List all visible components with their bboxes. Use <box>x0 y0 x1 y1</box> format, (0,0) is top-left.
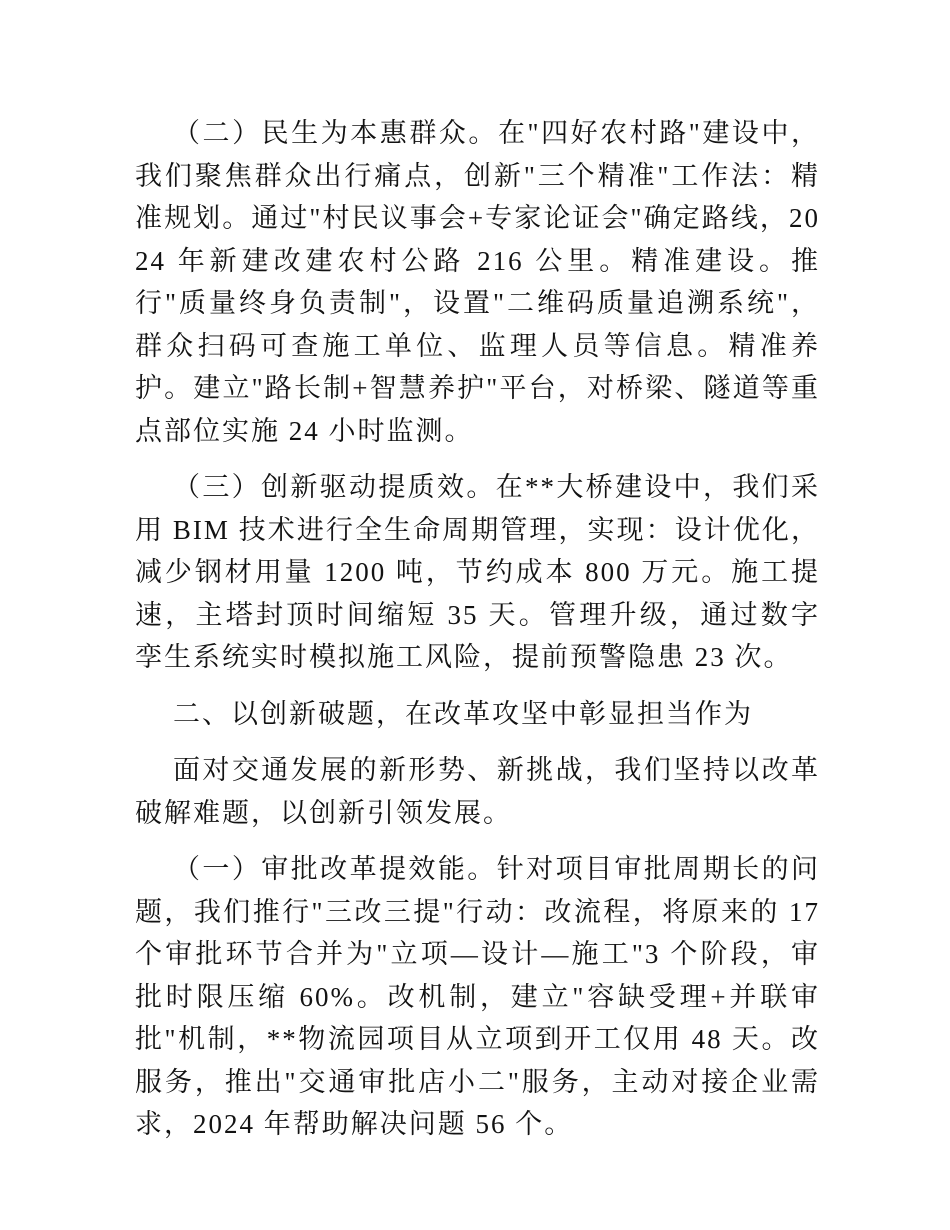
paragraph-minsheng-weiben: （二）民生为本惠群众。在"四好农村路"建设中，我们聚焦群众出行痛点，创新"三个精准"工作法：精准规划。通过"村民议事会+专家论证会"确定路线，2024 年新建改建农村公路 216 公里。精准建设。推行"质量终身负责制"，设置"二维码质量追溯系统"，群众扫码可查施工单位、监理人员等信息。精准养护。建立"路长制+智慧养护"平台，对桥梁、隧道等重点部位实施 24 小时监测。 <box>135 118 820 446</box>
paragraph-gaige-intro: 面对交通发展的新形势、新挑战，我们坚持以改革破解难题，以创新引领发展。 <box>135 755 820 828</box>
paragraph-chuangxin-qudong: （三）创新驱动提质效。在**大桥建设中，我们采用 BIM 技术进行全生命周期管理，实现：设计优化，减少钢材用量 1200 吨，节约成本 800 万元。施工提速，主塔封顶时间缩短 35 天。管理升级，通过数字孪生系统实时模拟施工风险，提前预警隐患 23 次。 <box>135 472 820 672</box>
section-heading-two: 二、以创新破题，在改革攻坚中彰显担当作为 <box>173 698 753 729</box>
paragraph-shenpi-gaige: （一）审批改革提效能。针对项目审批周期长的问题，我们推行"三改三提"行动：改流程，将原来的 17 个审批环节合并为"立项—设计—施工"3 个阶段，审批时限压缩 60%。改机制，建立"容缺受理+并联审批"机制，**物流园项目从立项到开工仅用 48 天。改服务，推出"交通审批店小二"服务，主动对接企业需求，2024 年帮助解决问题 56 个。 <box>135 854 820 1139</box>
